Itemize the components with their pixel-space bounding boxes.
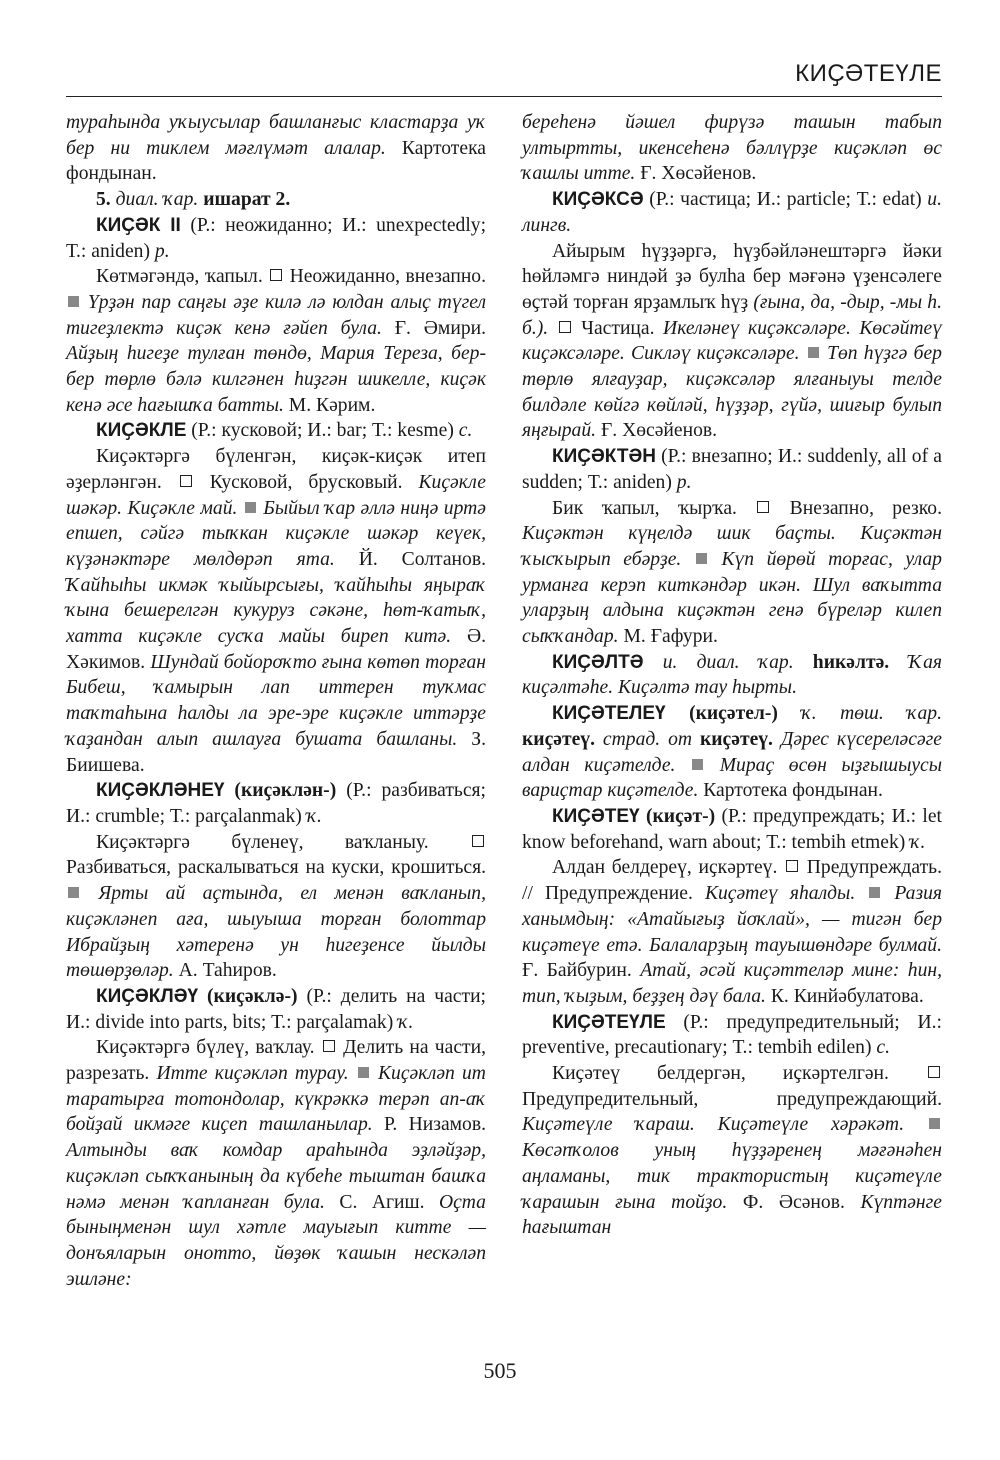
headword: КИҪӘКТӘН xyxy=(552,446,656,468)
translation-marker-icon xyxy=(472,835,484,847)
translation-marker-icon xyxy=(323,1040,335,1052)
example-text: Үрҙән пар саңғы әҙе килә лә юлдан алыҫ түгел тигеҙлектә киҫәк кенә ғәйеп була. xyxy=(66,291,486,339)
translation: Неожиданно, внезапно. xyxy=(289,266,487,288)
translation: Частица. xyxy=(581,317,655,339)
headword: КИҪӘТЕҮ xyxy=(552,805,640,827)
translation-marker-icon xyxy=(757,501,769,513)
translation: Внезапно, резко. xyxy=(789,497,943,519)
definition: Айырым һүҙҙәргә, һүҙбәйләнештәргә йәки һөйләмгә ниндәй ҙә булһа бер мәғәнә үҙенсәлеге өҫтәй торған ярҙамлыҡ һүҙ xyxy=(522,240,942,313)
entry-kisetelew xyxy=(522,701,942,804)
example-text: Киҫәкләп ит таратырға тотондолар, күкрәккә терәп ап-аҡ бойҙай икмәге киҫеп ташланылар. xyxy=(66,1063,486,1136)
cross-reference: һикәлтә. xyxy=(812,651,890,673)
grammar-info: (Р.: разбиваться; И.: crumble; Т.: parçalanmak) xyxy=(66,780,486,827)
entry-continuation xyxy=(522,110,942,187)
pos-label: ҡ. xyxy=(306,805,322,827)
pos-label: ҡ. xyxy=(910,831,926,853)
entry-body xyxy=(522,239,942,445)
usage-label: и. диал. ҡар. xyxy=(662,651,794,673)
entry-kiseklenew xyxy=(66,778,486,829)
grammar-info: (Р.: кусковой; И.: bar; Т.: kesme) xyxy=(191,420,454,442)
source: Ғ. Әмири. xyxy=(394,317,486,339)
example-text: Төп һүҙгә бер төрлө ялғауҙар, киҫәксәләр ялғаныуы телде билдәле көйгә көйләй, һүҙҙәр, гүйә, шиғыр булып яңғырай. xyxy=(522,343,942,442)
stem: (киҫәклә-) xyxy=(207,985,298,1007)
headword: КИҪӘК II xyxy=(96,214,181,236)
example-marker-icon xyxy=(68,887,79,898)
definition: Киҫәктәргә бүленгән, киҫәк-киҫәк итеп әҙерләнгән. xyxy=(66,446,486,493)
entry-kiselte xyxy=(522,650,942,701)
entry-body xyxy=(66,444,486,778)
phrase-example: Киҫәтеү яһалды. xyxy=(704,883,856,905)
entry-body xyxy=(66,1035,486,1292)
pos-label: и. лингв. xyxy=(522,189,942,236)
example-text: Оҫта быныңменән шул хәтле мауығып китте — донъяларын онотто, йөҙөк ҡашын нескәләп эшләне: xyxy=(66,1191,486,1290)
stem: (киҫәтел-) xyxy=(689,703,778,725)
headword: КИҪӘТЕЛЕҮ xyxy=(552,703,666,725)
grammar-info: (Р.: предупреждать; И.: let know beforehand, warn about; Т.: tembih etmek) xyxy=(522,805,942,853)
entry-kiseksa xyxy=(522,187,942,238)
pos-label: с. xyxy=(876,1037,891,1059)
example-text: Алтынды ваҡ комдар араһында эҙләйҙәр, киҫәкләп сыҡҡанының да күбеһе тыштан башҡа нәмә менән ҡапланған була. xyxy=(66,1140,486,1213)
stem: (киҫәт-) xyxy=(645,805,716,827)
translation-marker-icon xyxy=(270,269,282,281)
pos-label: р. xyxy=(676,471,692,493)
grammar-info: (Р.: внезапно; И.: suddenly, all of a sudden; Т.: aniden) xyxy=(522,446,942,493)
usage-label: диал. ҡар. xyxy=(115,189,199,211)
entry-body xyxy=(66,830,486,984)
entry-body xyxy=(522,1061,942,1241)
sense xyxy=(66,187,486,213)
source: М. Кәрим. xyxy=(288,394,376,416)
phrase-example: Киҫәтеүле ҡараш. Киҫәтеүле хәрәкәт. xyxy=(522,1114,905,1136)
example-marker-icon xyxy=(929,1118,940,1129)
source: А. Таһиров. xyxy=(178,960,277,982)
translation: Кусковой, брусковый. xyxy=(209,471,403,493)
entry-kiseklew xyxy=(66,984,486,1035)
pos-label: р. xyxy=(154,240,170,262)
example-text: Шундай бойороҡто ғына көтөп торған Бибеш, ҡамырын лап иттерен туҡмас таҡтаһына һалды ла эре-эре киҫәкле иттәрҙе ҡаҙандан алып ашлауға бушата башланы. xyxy=(66,651,486,750)
source: Р. Низамов. xyxy=(383,1114,486,1136)
example-text: тураһында уҡыусылар башланғыс кластарҙа уҡ бер ни тиклем мәғлүмәт алалар. xyxy=(66,112,486,159)
headword: КИҪӘТЕҮЛЕ xyxy=(552,1011,666,1033)
source: З. Биишева. xyxy=(66,728,486,776)
sense-number: 5. xyxy=(96,189,111,211)
entry-kisetew xyxy=(522,804,942,855)
translation-marker-icon xyxy=(786,860,798,872)
example-marker-icon xyxy=(358,1067,369,1078)
entry-kisekle xyxy=(66,418,486,444)
example-marker-icon xyxy=(696,553,707,564)
example-text: Ҡая киҫәлтәһе. Киҫәлтә тау һырты. xyxy=(522,651,942,699)
translation: Разбиваться, раскалываться на куски, крошиться. xyxy=(66,857,486,879)
source: Картотека фондынан. xyxy=(66,137,486,185)
translation: Делить на части, разрезать. xyxy=(66,1037,486,1085)
grammar-info: (Р.: предупредительный; И.: preventive, precautionary; Т.: tembih edilen) xyxy=(522,1011,942,1059)
entry-kisekten xyxy=(522,444,942,495)
definition-examples: (ғына, да, -дыр, -мы һ. б.). xyxy=(522,291,942,339)
cross-reference: киҫәтеү. xyxy=(699,728,773,750)
source: Ф. Әсәнов. xyxy=(742,1191,845,1213)
phrase-example: Итте киҫәкләп турау. xyxy=(156,1063,349,1085)
translation: Предупредительный, предупреждающий. xyxy=(522,1088,942,1110)
source: Картотека фондынан. xyxy=(703,780,883,802)
page-number: 505 xyxy=(483,1358,517,1383)
translation-marker-icon xyxy=(928,1066,940,1078)
entry-body xyxy=(66,264,486,418)
headword: КИҪӘКЛӘНЕҮ xyxy=(96,780,225,802)
example-text: береһенә йәшел фирүзә ташын табып ултыртты, икенсеһенә бәллүрҙе киҫәкләп өс ҡашлы итте. xyxy=(522,112,942,185)
headword: КИҪӘКСӘ xyxy=(552,189,644,211)
stem: (киҫәклән-) xyxy=(234,780,337,802)
example-marker-icon xyxy=(692,759,703,770)
example-marker-icon xyxy=(245,502,256,513)
source: С. Агиш. xyxy=(339,1191,425,1213)
phrase-example: Икеләнеү киҫәксәләре. Көсәйтеү киҫәксәләре. Сикләү киҫәксәләре. xyxy=(522,317,943,365)
example-text: Ҡайһыһы икмәк ҡыйырсығы, ҡайһыһы яңыраҡ ҡына бешерелгән кукуруз сәкәне, һөт-ҡатыҡ, хатта киҫәкле сусҡа майы биреп китә. xyxy=(66,574,486,648)
running-title: КИҪӘТЕҮЛЕ xyxy=(795,60,942,87)
translation: Предупреждать. // Предупреждение. xyxy=(522,857,942,905)
example-text: Айҙың һигеҙе тулған төндө, Мария Тереза, бер-бер төрлө бәлә килгәнен һиҙгән шикелле, киҫәк кенә әсе һағышҡа батты. xyxy=(66,343,486,416)
grammar-info: (Р.: неожиданно; И.: unexpectedly; Т.: aniden) xyxy=(66,214,487,262)
definition: Көтмәгәндә, ҡапыл. xyxy=(96,266,263,288)
cross-reference: ишарат 2. xyxy=(203,189,291,211)
example-text: Быйыл ҡар әллә ниңә иртә епшеп, сәйгә тыҡкан киҫәкле шәкәр кеүек, күҙәнәктәре мөлдөрәп ята. xyxy=(66,497,486,570)
entry-kisetewle xyxy=(522,1010,942,1061)
example-marker-icon xyxy=(808,347,819,358)
right-column xyxy=(522,110,942,1241)
example-text: Ярты ай аҫтында, ел менән ваҡланып, киҫәкләнеп аға, шыуыша торған болоттар Ибрайҙың хәтеренә ун һигеҙенсе йылды төшөрҙөләр. xyxy=(66,883,486,982)
source: Ә. Хәкимов. xyxy=(66,626,487,673)
example-marker-icon xyxy=(68,296,79,307)
usage-label: страд. от xyxy=(602,728,693,750)
entry-continuation xyxy=(66,110,486,187)
example-text: Мираҫ өсөн ыҙғышыусы вариҫтар киҫәтелде. xyxy=(522,754,942,802)
phrase-example: Киҫәктән күңелдә шик баҫты. Киҫәктән ҡысҡырып ебәрҙе. xyxy=(522,523,942,570)
source: Ғ. Байбурин. xyxy=(522,960,632,982)
source: Й. Солтанов. xyxy=(358,548,486,570)
pos-label: ҡ. xyxy=(398,1011,414,1033)
entry-body xyxy=(522,496,942,650)
source: М. Ғафури. xyxy=(623,626,718,648)
entry-kisek-2 xyxy=(66,213,486,264)
translation-marker-icon xyxy=(180,475,192,487)
entry-body xyxy=(522,855,942,1009)
example-text: Атай, әсәй киҫәттеләр мине: һин, тип, ҡыҙым, беҙҙең дәү бала. xyxy=(522,960,943,1007)
definition: Бик ҡапыл, ҡырҡа. xyxy=(552,497,737,519)
example-text: Күп йөрөй торғас, улар урманға керэп киткәндәр икән. Шул ваҡытта уларҙың алдына киҫәктән генә бүреләр килеп сыҡҡандар. xyxy=(522,548,942,648)
definition: Киҫәтеү белдергән, иҫкәртелгән. xyxy=(552,1063,889,1085)
cross-reference: киҫәтеү. xyxy=(522,728,595,750)
source: К. Кинйәбулатова. xyxy=(770,985,924,1007)
definition: Алдан белдереү, иҫкәртеү. xyxy=(552,857,778,879)
phrase-example: Киҫәкле шәкәр. Киҫәкле май. xyxy=(66,471,487,519)
grammar-info: (Р.: частица; И.: particle; Т.: edat) xyxy=(649,189,922,211)
example-text: Күптәнге һағыштан xyxy=(522,1191,942,1239)
source: Ғ. Хөсәйенов. xyxy=(640,163,757,185)
source: Ғ. Хөсәйенов. xyxy=(600,420,718,442)
headword: КИҪӘКЛЕ xyxy=(96,420,187,442)
pos-label: с. xyxy=(458,420,473,442)
example-text: Разия ханымдың: «Атайығыҙ йоҡлай», — тигән бер киҫәтеүе етә. Балаларҙың тауышөндәре булмай. xyxy=(522,883,942,956)
left-column xyxy=(66,110,486,1292)
headword: КИҪӘЛТӘ xyxy=(552,651,644,673)
definition: Киҫәктәргә бүленеү, ваҡланыу. xyxy=(96,831,429,853)
grammar-info: (Р.: делить на части; И.: divide into parts, bits; Т.: parçalamak) xyxy=(66,985,486,1033)
example-marker-icon xyxy=(869,887,880,898)
definition: Киҫәктәргә бүлеү, ваҡлау. xyxy=(96,1037,315,1059)
usage-label: ҡ. төш. ҡар. xyxy=(801,703,942,725)
example-text: Көсәпҡолов уның һүҙҙәренең мәғәнәһен аңламаны, тик трактористың киҫәтеүле ҡарашын ғына тойҙо. xyxy=(522,1140,942,1213)
phrase-example: Дәрес күсереләсәге алдан киҫәтелде. xyxy=(522,728,942,776)
translation-marker-icon xyxy=(559,321,571,333)
headword: КИҪӘКЛӘҮ xyxy=(96,985,199,1007)
header-rule xyxy=(66,96,942,97)
